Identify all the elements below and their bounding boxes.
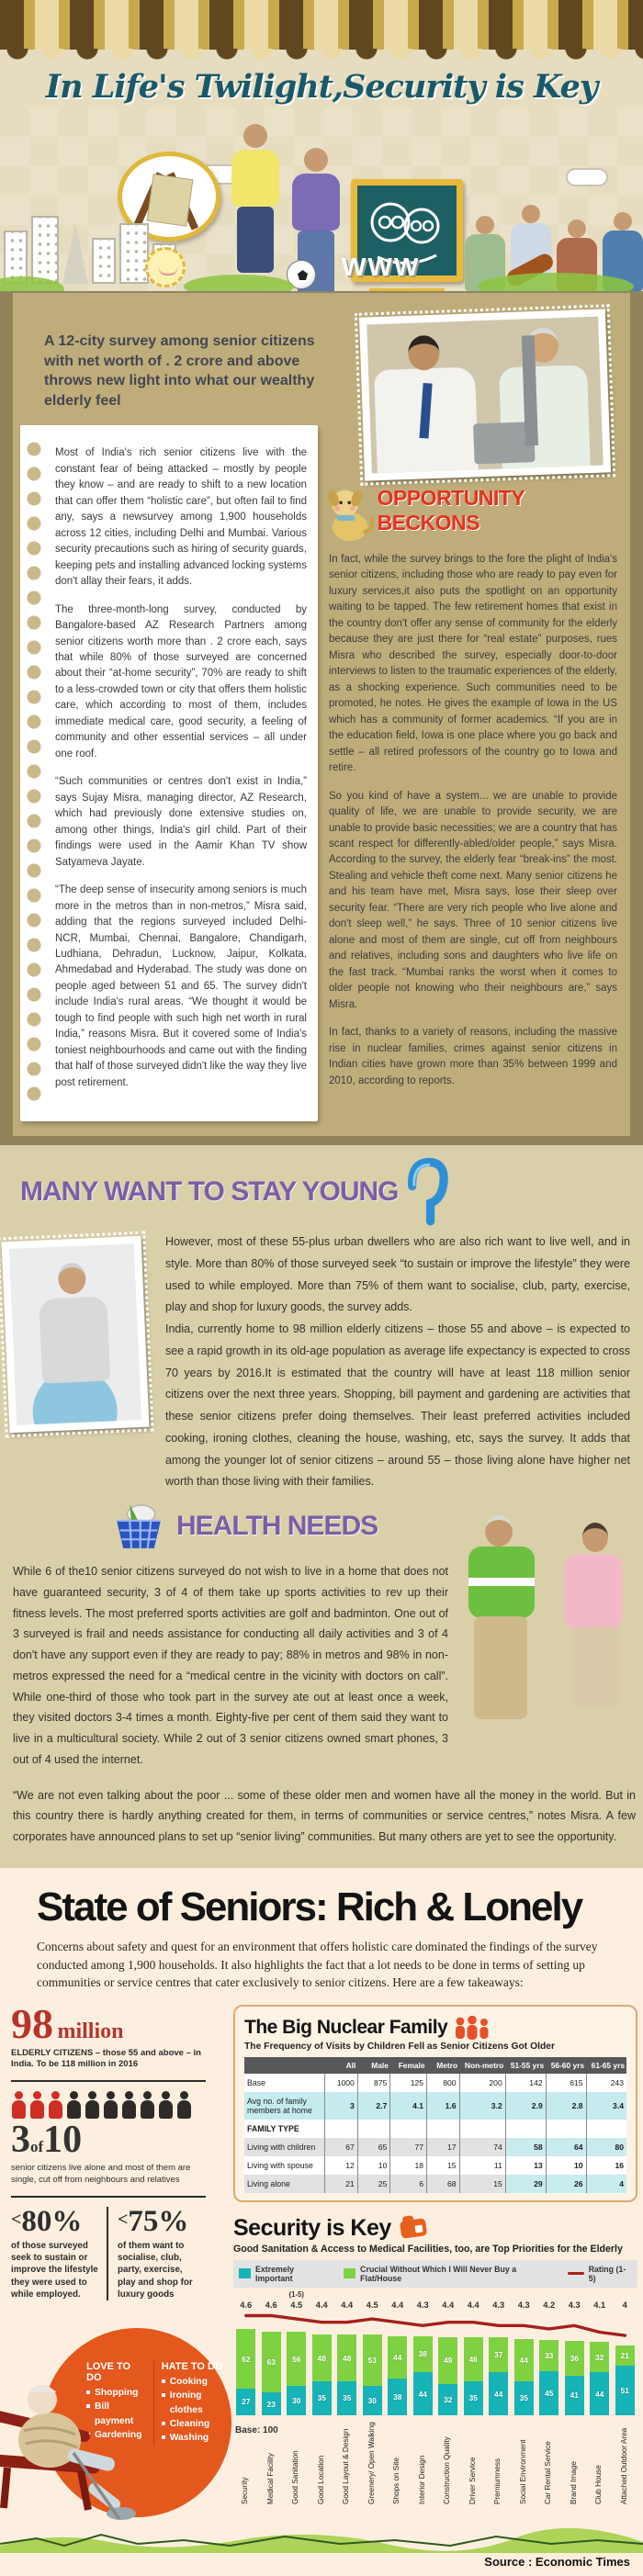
person-icon [158,2091,174,2119]
seniors-pictogram [11,2091,222,2119]
table-column-header: Male [357,2057,390,2074]
table-column-header: 56-60 yrs [546,2057,586,2074]
divider [11,2196,206,2198]
person-icon [176,2091,192,2119]
stat-desc: senior citizens live alone and most of them are single, cut off from neighbours and relatives [11,2163,191,2186]
article-paragraph: In fact, thanks to a variety of reasons, including the massive rise in nuclear families, crimes against senior citizens in Indian cities have grown more than 35% between 1999 and 2010, according to reports. [329,1027,617,1086]
state-of-seniors-section [0,1868,643,2576]
bar: 33 45 Car Rental Service [536,2326,562,2504]
nuclear-family-table [244,2057,626,2193]
legend-label: Extremely Important [255,2264,295,2283]
priorities-chart [233,2291,637,2504]
legend-swatch-rating-line [568,2272,584,2276]
bar-category-label: Brand Image [569,2460,578,2504]
bar: 37 44 Premiumness [486,2326,512,2504]
article-paragraph: India, currently home to 98 million elderly citizens – those 55 and above – is expected to see a rapid growth in its old-age population as average life expectancy is expected to cross 70 years by 2016.It is estimated that the country will have at least 118 million senior citizens over the next three years. Shopping, bill payment and gardening are activities that these senior citizens prefer doing themselves. Their least preferred activities included cooking, ironing clothes, cleaning the house, washing, etc, says the survey. It adds that among the younger lot of senior citizens – around 55 – those living alone have higher net worth than those living with their families. [165,1322,630,1489]
list-item: Bill payment [86,2400,146,2428]
rating-value: 4.1 [593,2300,606,2310]
bar-category-label: Attached Outdoor Area [619,2427,628,2504]
legend-swatch-crucial [344,2268,355,2278]
article-paragraph: So you kind of have a system... we are unable to provide quality of life, we are unable to provide security, we are unable to provide basic necessities; we are a country that has scant respect for differently-abled/older people,” says Misra. According to the survey, the elderly fear “break-ins” the most. Stealing and vehicle theft come next. Many senior citizens he and his team have met, Misra says, lose their sleep over security fear. “There are very rich people who live alone and don't sleep well,” he says. Three of 10 senior citizens live alone and most of them are single, cut off from neighbours and relatives, including sons and daughters who live life on the fast track. “Mumbai ranks the worst when it comes to older people not knowing who their neighbours are,” says Misra. [329,790,617,1010]
list-item: Shopping [86,2386,146,2400]
love-to-do-list: LOVE TO DO Shopping Bill payment Gardening [86,2361,146,2446]
person-icon [140,2091,155,2119]
security-subtitle: Good Sanitation & Access to Medical Facilities, too, are Top Priorities for the Elderly [233,2243,623,2255]
nuclear-family-card [233,2005,637,2202]
bars-row [233,2326,637,2504]
list-item: Washing [162,2431,231,2445]
bar-category-label: Good Sanitation [291,2449,300,2504]
bar: 53 30 Greenery/ Open Walking [360,2326,386,2504]
family-icon [453,2016,491,2040]
doctor-checkup-photo [359,309,611,480]
table-row: Living alone 21 25 6 68 15 29 26 4 [244,2175,626,2193]
article-paragraph: “The deep sense of insecurity among seniors is much more in the metros than in non-metros,” Misra said, adding that the regions surveyed included Delhi-NCR, Mumbai, Chennai, Bangalore, Chandigarh, Ludhiana, Dehradun, Lucknow, Jaipur, Kolkata, Ahmedabad and Hyderabad. The study was done on people aged between 51 and 65. The survey didn't include India's rural areas. “We thought it would be tough to find people with such high net worth in rural India,” reasons Misra. But it covered some of India's toniest neighbourhoods and came out with the finding that half of those surveyed didn't like the way they live post retirement. [55,884,307,1088]
rating-value: 4.3 [517,2300,530,2310]
bar: 38 44 Interior Design [411,2326,436,2504]
bar: 32 44 Club House [587,2326,613,2504]
article-paragraph: While 6 of the10 senior citizens surveyed do not wish to live in a home that does not have guaranteed security, 3 of 4 of them take up sports activities to rev up their fitness levels. The most preferred sports activities are golf and badminton. One out of 3 surveyed is frail and needs assistance for conducting all daily activities and 3 of 4 don't have any support even if they are ready to pay; 88% in metros and 98% in non-metros expressed the need for a “medical centre in the vicinity with doctors on call”. While one-third of those who took part in the survey ate out at least once a week, they visited doctors 3-4 times a month. Eighty-five per cent of them said they want to live in a multicultural society. While 2 out of 3 senior citizens owned smart phones, 3 out of 4 used the internet. [13,1565,448,1766]
awning-decoration [0,0,643,50]
bar: 63 23 Medical Facility [259,2326,285,2504]
article-paragraph: “Such communities or centres don't exist in India,” says Sujay Misra, managing director, AZ Research, which had previously done extensive studies on, among other things, India's girl child. Part of their findings were used in the Aamir Khan TV show Satyameva Jayate. [55,776,307,868]
rating-value: 4.6 [240,2300,253,2310]
article-paragraph: Most of India's rich senior citizens live with the constant fear of being attacked – mostly by people they know – and are ready to shift to a new location that can offer them “holistic care”, but often fail to find any, says a newsurvey among 1,900 households across 12 cities, including Delhi and Mumbai. Various security precautions such as hiring of security guards, keeping pets and installing advanced locking systems don't allay their fears, it adds. [55,447,307,588]
bar: 46 35 Driver Service [461,2326,487,2504]
intro-highlight: A 12-city survey among senior citizens with net worth of . 2 crore and above throws new light into what our wealthy elderly feel [44,333,315,409]
bar-category-label: Premiumness [493,2458,502,2504]
jogging-couple-photo [461,1513,636,1743]
bar: 44 35 Social Environment [512,2326,537,2504]
bar-category-label: Social Environment [518,2439,527,2504]
person-icon [121,2091,137,2119]
phone-icon [399,2215,430,2241]
security-title: Security is Key [233,2214,391,2241]
table-row: Base 1000 875 125 800 200 142 615 243 [244,2074,626,2092]
article-paragraph: The three-month-long survey, conducted by Bangalore-based AZ Research Partners among senior citizens worth more than . 2 crore each, says that while 80% of those surveyed are concerned about their “at-home security”, 70% are ready to shift to a less-crowded town or city that offers them holistic care, which according to most of them, includes immediate medical care, good security, a feeling of community and other essential services – all under one roof. [55,603,307,759]
rating-value: 4.3 [416,2300,429,2310]
health-needs-heading: HEALTH NEEDS [176,1511,378,1542]
person-icon [66,2091,82,2119]
seniors-title: State of Seniors: Rich & Lonely [37,1884,582,1929]
bar-category-label: Shops on Site [392,2457,401,2504]
stay-young-heading-row [20,1156,643,1228]
article-left-column [20,306,318,1121]
sun-icon [145,247,186,287]
man-on-bench-illustration [0,2352,141,2526]
chart-legend [233,2260,637,2288]
bar-category-label: Medical Facility [265,2452,275,2504]
survey-section [0,291,643,1145]
bar-category-label: Greenery/ Open Walking [367,2421,376,2504]
legend-swatch-extremely-important [239,2268,251,2278]
notebook-panel [20,425,318,1121]
bar: 44 38 Shops on Site [385,2326,411,2504]
cane-question-icon [404,1156,450,1228]
grass-patch [184,275,294,291]
table-column-header: Female [390,2057,427,2074]
rating-value: 4.4 [467,2300,479,2310]
list-item: Ironing clothes [162,2389,231,2417]
table-column-header: Non-metro [459,2057,505,2074]
bar-category-label: Driver Service [468,2457,477,2504]
table-row: FAMILY TYPE [244,2120,626,2138]
key-stats-column [11,1999,223,2444]
rating-value: 4.2 [543,2300,556,2310]
health-needs-body [0,1558,643,1848]
table-column-header: 51-55 yrs [505,2057,546,2074]
mid-section [0,1145,643,1868]
person-icon [85,2091,100,2119]
stat-under-80pct: <80% of those surveyed seek to sustain or improve the lifestyle they were used to while employed. [11,2204,98,2300]
hero-collage [0,107,643,291]
list-item: Cleaning [162,2417,231,2431]
basket-icon [110,1501,167,1552]
rating-value: 4.4 [315,2300,328,2310]
bar: 48 35 Good Location [310,2326,335,2504]
hate-to-do-list: HATE TO DO Cooking Ironing clothes Cleaning Washing [153,2361,231,2446]
stat-under-75pct: <75% of them want to socialise, club, party, exercise, play and shop for luxury goods [107,2207,202,2300]
list-item: Cooking [162,2375,231,2389]
stat-3-of-10: 3of10 [11,2119,83,2162]
cloud-icon [566,168,608,186]
stay-young-row [0,1232,643,1493]
bar: 62 27 Security [233,2326,259,2504]
stay-young-text [165,1232,630,1493]
legend-label: Crucial Without Which I Will Never Buy a Flat/House [360,2264,517,2283]
table-row: Avg no. of family members at home 3 2.7 4.1 1.6 3.2 2.9 2.8 3.4 [244,2092,626,2120]
bar: 21 51 Attached Outdoor Area [613,2326,638,2504]
stat-98-million: 98 million [11,1999,124,2047]
list-item: Gardening [86,2428,146,2442]
person-icon [29,2091,45,2119]
rating-value: 4.3 [568,2300,581,2310]
www-letters: WWW [342,253,421,281]
source-credit: Source : Economic Times [484,2554,630,2569]
bar: 49 32 Construction Quality [435,2326,461,2504]
bar-category-label: Good Layout & Design [342,2428,351,2504]
rating-value: 4.5 [290,2300,303,2310]
article-paragraph: In fact, while the survey brings to the fore the plight of India's senior citizens, including those who are ready to pay even for luxury services,it also puts the spotlight on an opportunity waiting to be tapped. The few retirement homes that exist in the country don't offer any sense of community for the elderly because they are just there for “real estate” purposes, rues Misra who described the survey, especially door-to-door interviews to listen to the traumatic experiences of the elderly, as a shocking experience. Such communities need to be promoted, he notes. He gives the example of Iowa in the US which has a community of former academics. “If you are in the education field, Iowa is one place where you go back and settle – all retired professors of the country go to Iowa and retire. [329,554,617,774]
rating-value: 4.4 [341,2300,354,2310]
opportunity-heading: OPPORTUNITY BECKONS [377,486,525,534]
grass-footer-illustration [0,2522,643,2553]
bar: 48 35 Good Layout & Design [334,2326,360,2504]
man-on-exercise-ball-photo [2,1236,150,1433]
rating-value: 4 [622,2300,627,2310]
charts-column [222,2005,637,2504]
rating-value: 4.4 [391,2300,404,2310]
bar-category-label: Construction Quality [443,2435,452,2504]
stat-desc: ELDERLY CITIZENS – those 55 and above – in India. To be 118 million in 2016 [11,2047,201,2070]
table-row: Living with spouse 12 10 18 15 11 13 10 16 [244,2156,626,2175]
seniors-subtitle: Concerns about safety and quest for an environment that offers holistic care dominated the findings of the survey conducted among 1,900 households. It also highlights the fact that a lot needs to be done in terms of setting up communities or service centres that cater exclusively to senior citizens. Here are a few takeaways: [37,1939,598,1990]
article-paragraph: However, most of these 55-plus urban dwellers who are also rich want to live well, and in style. More than 80% of those surveyed seek “to sustain or improve the lifestyle” they were used to while employed. More than 75% of them want to socialise, club, party, exercise, play and shop for luxury goods, the survey adds. [165,1235,630,1314]
legend-label: Rating (1-5) [588,2264,626,2283]
bar-category-label: Good Location [316,2455,325,2504]
nuclear-family-title-row [244,2016,626,2040]
security-is-key-block [233,2214,637,2504]
dog-icon [323,484,374,545]
article-right-column [327,306,623,1121]
percentage-stats-row [11,2204,222,2300]
table-column-header: Metro [427,2057,460,2074]
article-paragraph: “We are not even talking about the poor ... some of these older men and women have all the money in the world. But in this country there is hardly anything created for them, in terms of communities or service centres,” notes Misra. A few corporates have announced plans to set up “senior living” communities. But many others are yet to see the opportunity. [13,1788,636,1844]
bar: 56 30 Good Sanitation [284,2326,310,2504]
person-icon [48,2091,63,2119]
opportunity-heading-row [323,484,617,545]
person-icon [11,2091,27,2119]
bar-category-label: Club House [594,2464,604,2504]
stay-young-heading: MANY WANT TO STAY YOUNG [20,1176,399,1208]
rating-scale-note: (1-5) [288,2289,304,2299]
rating-value: 4.3 [492,2300,505,2310]
rating-value: 4.4 [442,2300,455,2310]
person-icon [103,2091,118,2119]
base-note: Base: 100 [235,2424,278,2435]
nuclear-family-title: The Big Nuclear Family [244,2016,448,2038]
ratings-row [233,2291,637,2310]
nuclear-family-subtitle: The Frequency of Visits by Children Fell as Senior Citizens Got Older [244,2041,555,2052]
page-title: In Life's Twilight,Security is Key [45,68,598,106]
bar: 36 41 Brand Image [562,2326,588,2504]
dancing-man-photo [231,124,279,273]
table-column-header: All [325,2057,358,2074]
bar-category-label: Security [241,2477,250,2504]
rating-value: 4.5 [366,2300,378,2310]
bar-category-label: Interior Design [417,2455,426,2504]
divider [11,2080,206,2082]
eiffel-tower-sketch [62,223,88,284]
security-title-row [233,2215,637,2242]
notebook-holes [24,438,44,1108]
table-column-header: 61-65 yrs [586,2057,626,2074]
bar-category-label: Car Rental Service [544,2440,553,2504]
table-row: Living with children 67 65 77 17 74 58 64 80 [244,2138,626,2156]
rating-value: 4.6 [265,2300,277,2310]
